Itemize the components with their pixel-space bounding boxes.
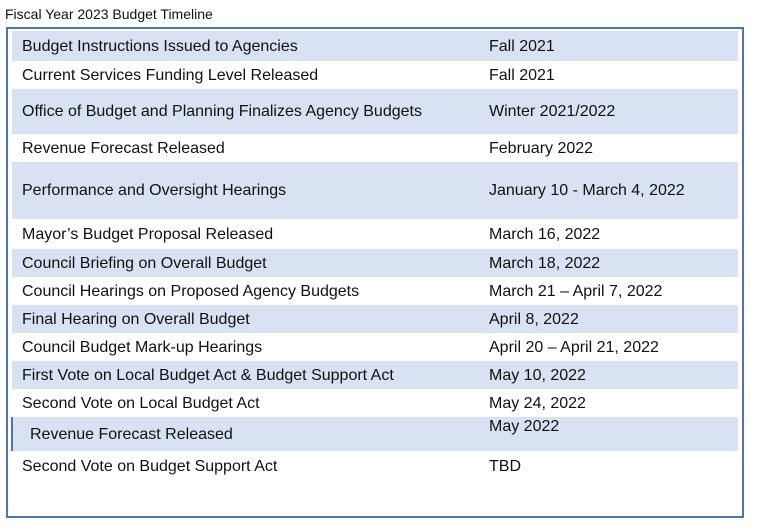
table-row (12, 333, 738, 361)
table-row (12, 417, 738, 451)
timeline-event: Council Briefing on Overall Budget (12, 249, 479, 277)
timeline-event: Performance and Oversight Hearings (12, 162, 479, 219)
timeline-date: May 2022 (479, 417, 738, 451)
timeline-event: First Vote on Local Budget Act & Budget Support Act (12, 361, 479, 389)
timeline-event: Second Vote on Budget Support Act (22, 457, 278, 475)
timeline-event: Current Services Funding Level Released (22, 66, 319, 84)
timeline-date: March 16, 2022 (489, 225, 601, 243)
timeline-date: May 24, 2022 (489, 394, 586, 412)
table-row (12, 31, 738, 61)
table-row (12, 134, 738, 162)
timeline-date: TBD (489, 457, 521, 475)
table-row (12, 277, 738, 305)
timeline-date: April 20 – April 21, 2022 (489, 338, 659, 356)
timeline-event: Final Hearing on Overall Budget (12, 305, 479, 333)
timeline-event: Revenue Forecast Released (12, 417, 479, 451)
timeline-event: Council Budget Mark-up Hearings (22, 338, 263, 356)
timeline-event: Council Hearings on Proposed Agency Budgets (22, 282, 360, 300)
budget-timeline-frame (6, 27, 744, 518)
timeline-date: April 8, 2022 (479, 305, 738, 333)
table-row (12, 162, 738, 219)
timeline-event: Second Vote on Local Budget Act (22, 394, 260, 412)
table-row (12, 389, 738, 417)
table-row (12, 61, 738, 89)
table-row (12, 219, 738, 249)
timeline-date: Fall 2021 (489, 66, 555, 84)
table-row (12, 451, 738, 481)
timeline-event: Revenue Forecast Released (22, 139, 225, 157)
table-caption: Fiscal Year 2023 Budget Timeline (5, 6, 213, 22)
timeline-date: January 10 - March 4, 2022 (479, 162, 738, 219)
table-row (12, 89, 738, 134)
timeline-date: Fall 2021 (479, 31, 738, 61)
timeline-event: Office of Budget and Planning Finalizes Agency Budgets (12, 89, 479, 134)
timeline-event: Budget Instructions Issued to Agencies (12, 31, 479, 61)
timeline-event: Mayor’s Budget Proposal Released (22, 225, 274, 243)
table-row (12, 305, 738, 333)
timeline-date: February 2022 (489, 139, 594, 157)
timeline-date: March 21 – April 7, 2022 (489, 282, 663, 300)
timeline-date: March 18, 2022 (479, 249, 738, 277)
table-row (12, 249, 738, 277)
timeline-date: May 10, 2022 (479, 361, 738, 389)
table-row (12, 361, 738, 389)
timeline-date: Winter 2021/2022 (479, 89, 738, 134)
budget-timeline-table (11, 31, 739, 481)
